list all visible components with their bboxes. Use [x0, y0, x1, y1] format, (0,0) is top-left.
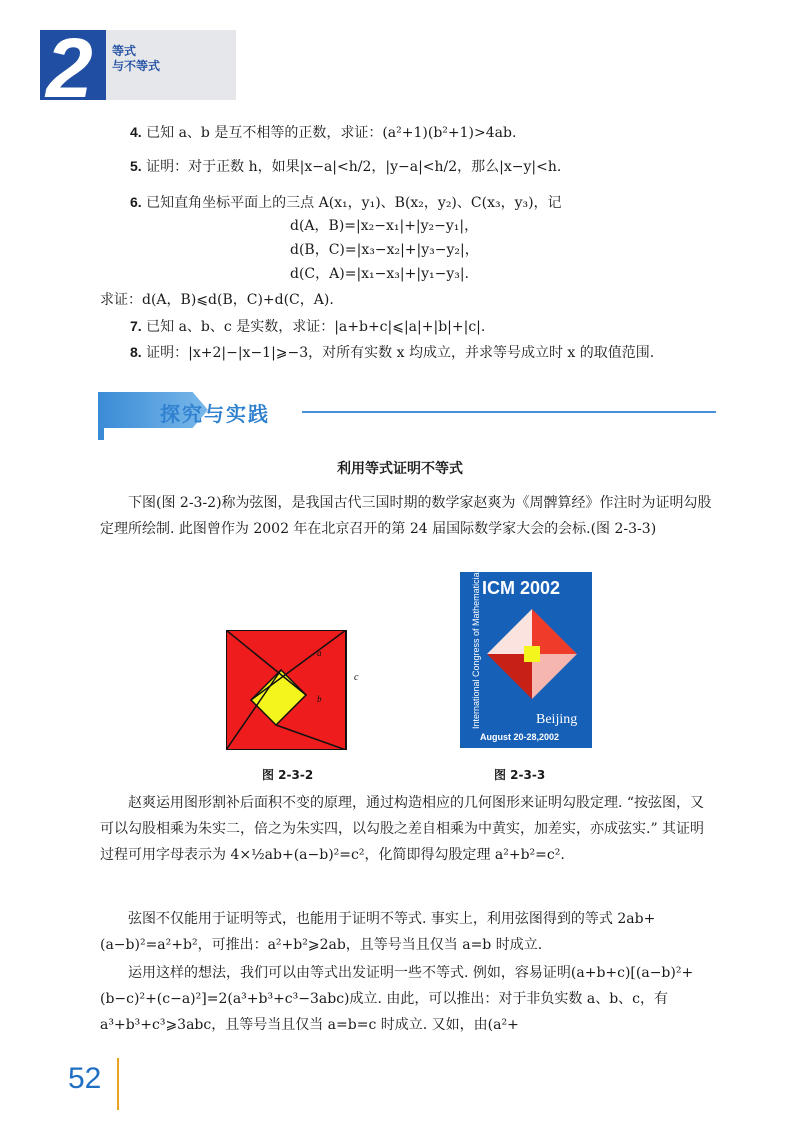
section-title: 探究与实践: [160, 402, 270, 426]
chapter-title-line1: 等式: [112, 44, 137, 58]
section-rule: [302, 411, 716, 413]
chapter-badge: [40, 30, 106, 100]
exercise-4: 4. 已知 a、b 是互不相等的正数，求证：(a²+1)(b²+1)>4ab.: [130, 124, 517, 141]
icm-date: August 20-28,2002: [480, 732, 560, 742]
label-a: a: [317, 648, 322, 658]
label-c: c: [354, 672, 359, 683]
exercise-6-eq3: d(C，A)=|x₁−x₃|+|y₁−y₃|.: [290, 266, 470, 282]
chapter-number: 2: [46, 30, 93, 100]
exercise-5: 5. 证明：对于正数 h，如果|x−a|<h/2，|y−a|<h/2，那么|x−y|<h.: [130, 158, 562, 175]
exercise-6-prove: 求证：d(A，B)⩽d(B，C)+d(C，A).: [100, 292, 334, 308]
paragraph-2: 赵爽运用图形割补后面积不变的原理，通过构造相应的几何图形来证明勾股定理. “按弦图，又可以勾股相乘为朱实二，倍之为朱实四，以勾股之差自相乘为中黄实，加差实，亦成弦实.” 其证明过程可用字母表示为 4×½ab+(a−b)²=c²，化简即得勾股定理 a²+b²=c².: [100, 795, 705, 863]
section-subtitle: 利用等式证明不等式: [337, 461, 463, 477]
figure-caption-1: 图 2-3-2: [262, 768, 314, 782]
chapter-title-line2: 与不等式: [112, 59, 161, 73]
paragraph-1: 下图(图 2-3-2)称为弦图，是我国古代三国时期的数学家赵爽为《周髀算经》作注时为证明勾股定理所绘制. 此图曾作为 2002 年在北京召开的第 24 届国际数学家大会的会标.(图 2-3-3): [100, 495, 712, 537]
icm-title: ICM 2002: [482, 578, 561, 598]
exercise-6-eq2: d(B，C)=|x₃−x₂|+|y₃−y₂|，: [290, 242, 479, 258]
label-b: b: [317, 694, 322, 704]
icm-city: Beijing: [536, 712, 578, 727]
exercise-7: 7. 已知 a、b、c 是实数，求证：|a+b+c|⩽|a|+|b|+|c|.: [130, 318, 486, 335]
icm-pinwheel: [482, 604, 582, 704]
paragraph-4: 运用这样的想法，我们可以由等式出发证明一些不等式. 例如，容易证明(a+b+c)[(a−b)²+(b−c)²+(c−a)²]=2(a³+b³+c³−3abc)成立. 由此，可以推出：对于非负实数 a、b、c，有 a³+b³+c³⩾3abc，且等号当且仅当 a=b=c 时成立. 又如，由(a²+: [100, 965, 694, 1033]
page-divider: [117, 1058, 119, 1110]
exercise-6: 6. 已知直角坐标平面上的三点 A(x₁，y₁)、B(x₂，y₂)、C(x₃，y₃)，记: [130, 194, 562, 211]
exercise-8: 8. 证明：|x+2|−|x−1|⩾−3，对所有实数 x 均成立，并求等号成立时 x 的取值范围.: [130, 344, 655, 361]
chapter-title: [112, 44, 160, 74]
icm-logo: [460, 562, 592, 748]
paragraph-3: 弦图不仅能用于证明等式，也能用于证明不等式. 事实上，利用弦图得到的等式 2ab+(a−b)²=a²+b²，可推出：a²+b²⩾2ab，且等号当且仅当 a=b 时成立.: [100, 911, 656, 953]
icm-side-text: International Congress of Mathematicians: [471, 562, 481, 729]
page-number: 52: [68, 1062, 102, 1095]
xian-diagram: [226, 630, 366, 750]
figure-caption-2: 图 2-3-3: [494, 768, 546, 782]
exercise-6-eq1: d(A，B)=|x₂−x₁|+|y₂−y₁|，: [290, 218, 479, 234]
